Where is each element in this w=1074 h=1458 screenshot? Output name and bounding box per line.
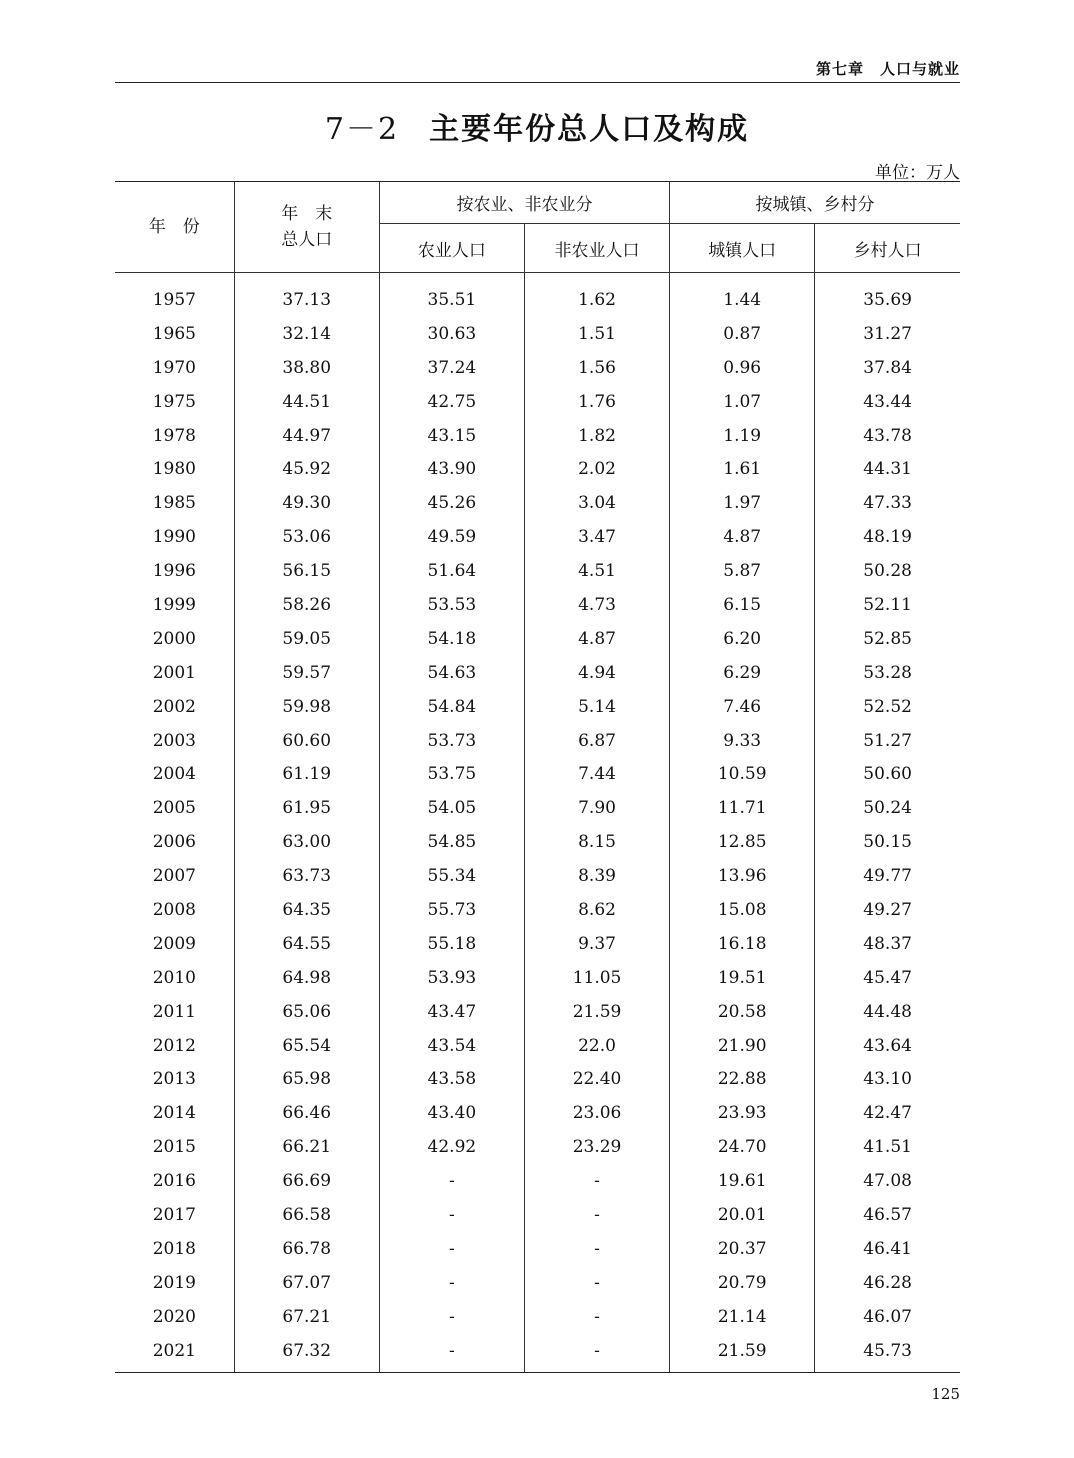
- cell-agri: 43.40: [379, 1096, 524, 1130]
- cell-nonagri: 9.37: [524, 927, 669, 961]
- cell-urban: 20.58: [670, 995, 815, 1029]
- cell-rural: 37.84: [815, 351, 960, 385]
- cell-total: 60.60: [234, 724, 379, 758]
- cell-total: 65.06: [234, 995, 379, 1029]
- cell-agri: 54.18: [379, 622, 524, 656]
- cell-year: 2002: [152, 696, 196, 717]
- cell-rural: 35.69: [815, 273, 960, 317]
- table-row: [115, 757, 960, 791]
- cell-urban: 7.46: [670, 690, 815, 724]
- population-table: [115, 181, 960, 1373]
- cell-agri: 30.63: [379, 317, 524, 351]
- chapter-title: 第七章 人口与就业: [815, 60, 960, 78]
- cell-year: 2009: [152, 933, 196, 954]
- cell-year: 2015: [152, 1137, 196, 1158]
- cell-total: 53.06: [234, 520, 379, 554]
- cell-total: 64.55: [234, 927, 379, 961]
- table-row: [115, 1096, 960, 1130]
- cell-year: 2018: [152, 1238, 196, 1259]
- cell-rural: 43.44: [815, 385, 960, 419]
- cell-urban: 6.15: [670, 588, 815, 622]
- cell-urban: 9.33: [670, 724, 815, 758]
- cell-nonagri: 4.73: [524, 588, 669, 622]
- cell-nonagri: 1.82: [524, 419, 669, 453]
- cell-rural: 43.64: [815, 1029, 960, 1063]
- cell-nonagri: 7.44: [524, 757, 669, 791]
- cell-year: 1985: [152, 493, 196, 514]
- cell-total: 49.30: [234, 486, 379, 520]
- cell-total: 32.14: [234, 317, 379, 351]
- col-header-agri: 农业人口: [379, 224, 524, 273]
- cell-rural: 44.31: [815, 452, 960, 486]
- cell-total: 64.35: [234, 893, 379, 927]
- table-title-text: 主要年份总人口及构成: [429, 112, 750, 147]
- cell-year: 2019: [152, 1272, 196, 1293]
- cell-agri: 37.24: [379, 351, 524, 385]
- cell-urban: 21.59: [670, 1334, 815, 1372]
- cell-agri: 53.53: [379, 588, 524, 622]
- cell-urban: 1.61: [670, 452, 815, 486]
- cell-year: 2003: [152, 730, 196, 751]
- cell-nonagri: 2.02: [524, 452, 669, 486]
- col-header-total-line1: 年 末: [281, 204, 333, 224]
- cell-total: 56.15: [234, 554, 379, 588]
- cell-nonagri: 1.56: [524, 351, 669, 385]
- cell-urban: 10.59: [670, 757, 815, 791]
- cell-year: 2000: [152, 628, 196, 649]
- cell-agri: -: [379, 1334, 524, 1372]
- cell-total: 63.00: [234, 825, 379, 859]
- group-header-urban: 按城镇、乡村分: [670, 182, 960, 224]
- cell-nonagri: 21.59: [524, 995, 669, 1029]
- cell-year: 2006: [152, 832, 196, 853]
- cell-nonagri: 5.14: [524, 690, 669, 724]
- cell-agri: 49.59: [379, 520, 524, 554]
- cell-nonagri: 4.94: [524, 656, 669, 690]
- cell-rural: 50.24: [815, 791, 960, 825]
- cell-urban: 20.79: [670, 1266, 815, 1300]
- cell-nonagri: 22.0: [524, 1029, 669, 1063]
- cell-rural: 41.51: [815, 1130, 960, 1164]
- cell-agri: 43.90: [379, 452, 524, 486]
- cell-rural: 47.08: [815, 1164, 960, 1198]
- cell-urban: 19.51: [670, 961, 815, 995]
- cell-rural: 43.78: [815, 419, 960, 453]
- cell-total: 67.07: [234, 1266, 379, 1300]
- cell-agri: 42.75: [379, 385, 524, 419]
- table-row: [115, 1130, 960, 1164]
- table-row: [115, 791, 960, 825]
- cell-agri: 55.73: [379, 893, 524, 927]
- cell-total: 66.46: [234, 1096, 379, 1130]
- cell-rural: 46.07: [815, 1300, 960, 1334]
- cell-total: 59.57: [234, 656, 379, 690]
- cell-year: 2008: [152, 899, 196, 920]
- cell-rural: 43.10: [815, 1062, 960, 1096]
- cell-agri: -: [379, 1266, 524, 1300]
- cell-nonagri: 8.62: [524, 893, 669, 927]
- table-row: [115, 317, 960, 351]
- cell-total: 45.92: [234, 452, 379, 486]
- cell-rural: 49.77: [815, 859, 960, 893]
- cell-nonagri: -: [524, 1198, 669, 1232]
- cell-agri: 55.34: [379, 859, 524, 893]
- table-row: [115, 452, 960, 486]
- cell-nonagri: 7.90: [524, 791, 669, 825]
- unit-label: 单位：万人: [875, 163, 960, 183]
- cell-total: 59.98: [234, 690, 379, 724]
- cell-agri: 45.26: [379, 486, 524, 520]
- cell-rural: 46.57: [815, 1198, 960, 1232]
- cell-total: 66.78: [234, 1232, 379, 1266]
- col-header-year: 年 份: [115, 182, 234, 273]
- cell-urban: 22.88: [670, 1062, 815, 1096]
- cell-nonagri: -: [524, 1300, 669, 1334]
- cell-agri: 51.64: [379, 554, 524, 588]
- cell-urban: 13.96: [670, 859, 815, 893]
- table-body: [115, 273, 960, 1373]
- cell-total: 38.80: [234, 351, 379, 385]
- cell-agri: 43.58: [379, 1062, 524, 1096]
- cell-urban: 12.85: [670, 825, 815, 859]
- cell-total: 61.95: [234, 791, 379, 825]
- cell-agri: 42.92: [379, 1130, 524, 1164]
- cell-nonagri: 1.62: [524, 273, 669, 317]
- cell-nonagri: 23.29: [524, 1130, 669, 1164]
- col-header-total: [234, 182, 379, 273]
- cell-urban: 23.93: [670, 1096, 815, 1130]
- table-row: [115, 273, 960, 317]
- cell-urban: 1.44: [670, 273, 815, 317]
- cell-urban: 19.61: [670, 1164, 815, 1198]
- col-header-total-line2: 总人口: [281, 230, 333, 250]
- table-row: [115, 1029, 960, 1063]
- cell-total: 65.54: [234, 1029, 379, 1063]
- cell-rural: 50.28: [815, 554, 960, 588]
- cell-urban: 6.20: [670, 622, 815, 656]
- cell-nonagri: 3.47: [524, 520, 669, 554]
- cell-rural: 46.41: [815, 1232, 960, 1266]
- cell-agri: 54.05: [379, 791, 524, 825]
- table-header: [115, 182, 960, 273]
- table-row: [115, 893, 960, 927]
- cell-total: 44.97: [234, 419, 379, 453]
- table-row: [115, 1232, 960, 1266]
- page-number: 125: [931, 1385, 960, 1403]
- cell-rural: 50.15: [815, 825, 960, 859]
- cell-year: 1975: [152, 391, 196, 412]
- cell-year: 2020: [152, 1306, 196, 1327]
- cell-nonagri: 3.04: [524, 486, 669, 520]
- table-row: [115, 520, 960, 554]
- cell-year: 2007: [152, 866, 196, 887]
- cell-nonagri: 4.87: [524, 622, 669, 656]
- table-row: [115, 419, 960, 453]
- cell-total: 63.73: [234, 859, 379, 893]
- cell-urban: 20.01: [670, 1198, 815, 1232]
- cell-rural: 46.28: [815, 1266, 960, 1300]
- cell-urban: 1.07: [670, 385, 815, 419]
- cell-nonagri: 4.51: [524, 554, 669, 588]
- cell-nonagri: -: [524, 1334, 669, 1372]
- cell-nonagri: 1.51: [524, 317, 669, 351]
- cell-year: 1980: [152, 459, 196, 480]
- table-row: [115, 351, 960, 385]
- cell-total: 59.05: [234, 622, 379, 656]
- cell-nonagri: 11.05: [524, 961, 669, 995]
- cell-rural: 45.73: [815, 1334, 960, 1372]
- col-header-urban: 城镇人口: [670, 224, 815, 273]
- cell-urban: 0.96: [670, 351, 815, 385]
- cell-rural: 49.27: [815, 893, 960, 927]
- cell-total: 61.19: [234, 757, 379, 791]
- cell-rural: 47.33: [815, 486, 960, 520]
- cell-year: 2011: [152, 1001, 196, 1022]
- cell-agri: 54.85: [379, 825, 524, 859]
- cell-rural: 52.11: [815, 588, 960, 622]
- table-number: 7－2: [324, 112, 400, 147]
- col-header-nonagri: 非农业人口: [524, 224, 669, 273]
- cell-urban: 6.29: [670, 656, 815, 690]
- table-row: [115, 588, 960, 622]
- cell-year: 2012: [152, 1035, 196, 1056]
- cell-agri: -: [379, 1164, 524, 1198]
- cell-nonagri: 6.87: [524, 724, 669, 758]
- table-row: [115, 622, 960, 656]
- cell-total: 37.13: [234, 273, 379, 317]
- cell-year: 2014: [152, 1103, 196, 1124]
- cell-rural: 45.47: [815, 961, 960, 995]
- cell-nonagri: -: [524, 1232, 669, 1266]
- cell-total: 44.51: [234, 385, 379, 419]
- table-row: [115, 995, 960, 1029]
- cell-urban: 1.19: [670, 419, 815, 453]
- cell-rural: 52.52: [815, 690, 960, 724]
- table-row: [115, 690, 960, 724]
- cell-urban: 0.87: [670, 317, 815, 351]
- cell-year: 2005: [152, 798, 196, 819]
- cell-year: 1990: [152, 527, 196, 548]
- table-row: [115, 1300, 960, 1334]
- cell-nonagri: -: [524, 1266, 669, 1300]
- cell-year: 1957: [152, 289, 196, 310]
- cell-urban: 16.18: [670, 927, 815, 961]
- table-row: [115, 554, 960, 588]
- cell-rural: 44.48: [815, 995, 960, 1029]
- cell-rural: 42.47: [815, 1096, 960, 1130]
- cell-rural: 52.85: [815, 622, 960, 656]
- table-row: [115, 825, 960, 859]
- cell-year: 2004: [152, 764, 196, 785]
- table-row: [115, 927, 960, 961]
- cell-rural: 48.19: [815, 520, 960, 554]
- table-row: [115, 1334, 960, 1372]
- group-header-agri: 按农业、非农业分: [379, 182, 669, 224]
- table-row: [115, 486, 960, 520]
- table-row: [115, 385, 960, 419]
- table-row: [115, 1062, 960, 1096]
- cell-agri: 53.93: [379, 961, 524, 995]
- cell-urban: 24.70: [670, 1130, 815, 1164]
- cell-agri: 43.54: [379, 1029, 524, 1063]
- cell-rural: 48.37: [815, 927, 960, 961]
- cell-urban: 11.71: [670, 791, 815, 825]
- cell-agri: 53.73: [379, 724, 524, 758]
- cell-year: 2017: [152, 1204, 196, 1225]
- cell-urban: 20.37: [670, 1232, 815, 1266]
- cell-year: 2010: [152, 967, 196, 988]
- cell-agri: -: [379, 1300, 524, 1334]
- cell-urban: 4.87: [670, 520, 815, 554]
- cell-urban: 1.97: [670, 486, 815, 520]
- cell-year: 2013: [152, 1069, 196, 1090]
- table-row: [115, 1266, 960, 1300]
- table-row: [115, 656, 960, 690]
- col-header-rural: 乡村人口: [815, 224, 960, 273]
- cell-total: 58.26: [234, 588, 379, 622]
- cell-nonagri: 8.15: [524, 825, 669, 859]
- cell-year: 1965: [152, 323, 196, 344]
- cell-total: 66.69: [234, 1164, 379, 1198]
- cell-agri: -: [379, 1198, 524, 1232]
- cell-agri: 35.51: [379, 273, 524, 317]
- table-row: [115, 1164, 960, 1198]
- cell-agri: 55.18: [379, 927, 524, 961]
- cell-nonagri: 23.06: [524, 1096, 669, 1130]
- cell-total: 64.98: [234, 961, 379, 995]
- table-row: [115, 961, 960, 995]
- cell-agri: 43.15: [379, 419, 524, 453]
- table-row: [115, 1198, 960, 1232]
- cell-nonagri: 1.76: [524, 385, 669, 419]
- cell-urban: 15.08: [670, 893, 815, 927]
- cell-year: 2016: [152, 1171, 196, 1192]
- cell-urban: 21.14: [670, 1300, 815, 1334]
- cell-rural: 50.60: [815, 757, 960, 791]
- cell-urban: 21.90: [670, 1029, 815, 1063]
- cell-year: 1999: [152, 594, 196, 615]
- cell-rural: 51.27: [815, 724, 960, 758]
- cell-year: 1970: [152, 357, 196, 378]
- cell-agri: 54.84: [379, 690, 524, 724]
- cell-agri: 54.63: [379, 656, 524, 690]
- cell-nonagri: 22.40: [524, 1062, 669, 1096]
- cell-nonagri: 8.39: [524, 859, 669, 893]
- cell-rural: 31.27: [815, 317, 960, 351]
- cell-total: 67.21: [234, 1300, 379, 1334]
- cell-rural: 53.28: [815, 656, 960, 690]
- table-row: [115, 859, 960, 893]
- running-header: [115, 58, 960, 83]
- cell-nonagri: -: [524, 1164, 669, 1198]
- cell-total: 65.98: [234, 1062, 379, 1096]
- cell-total: 66.58: [234, 1198, 379, 1232]
- cell-year: 1996: [152, 561, 196, 582]
- cell-year: 1978: [152, 425, 196, 446]
- cell-total: 67.32: [234, 1334, 379, 1372]
- cell-agri: -: [379, 1232, 524, 1266]
- cell-year: 2021: [115, 1334, 234, 1372]
- cell-year: 2001: [152, 662, 196, 683]
- cell-agri: 43.47: [379, 995, 524, 1029]
- table-title: [0, 104, 1074, 148]
- table-row: [115, 724, 960, 758]
- cell-agri: 53.75: [379, 757, 524, 791]
- cell-urban: 5.87: [670, 554, 815, 588]
- cell-total: 66.21: [234, 1130, 379, 1164]
